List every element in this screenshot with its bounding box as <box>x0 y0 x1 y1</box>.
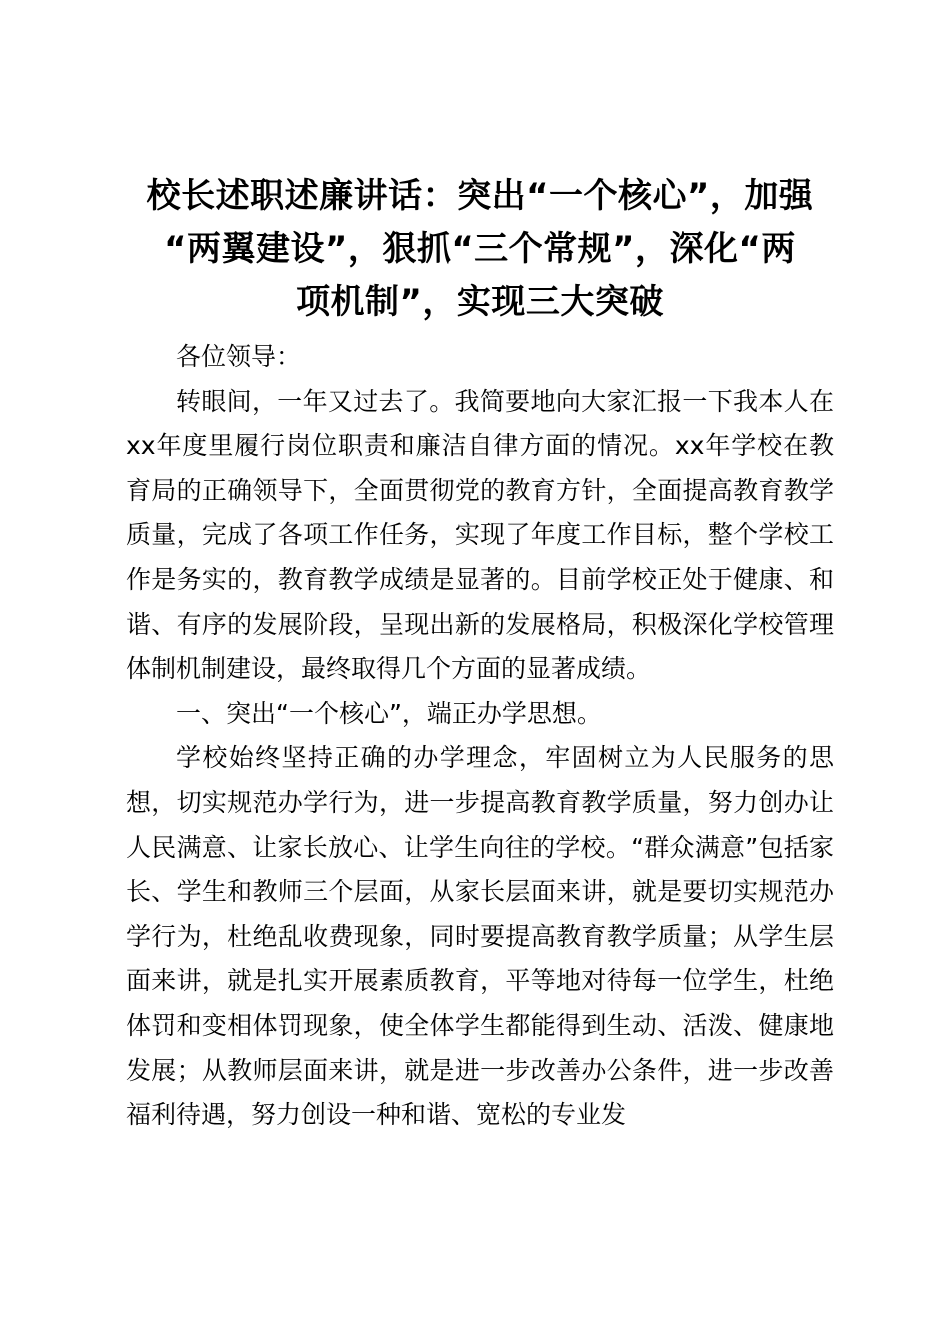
greeting: 各位领导： <box>176 342 302 371</box>
section-heading-1: 一、突出“一个核心”，端正办学思想。 <box>176 698 602 728</box>
paragraph-section-1: 学校始终坚持正确的办学理念，牢固树立为人民服务的思想，切实规范办学行为，进一步提高教育教学质量，努力创办让人民满意、让家长放心、让学生向往的学校。“群众满意”包括家长、学生和教师三个层面，从家长层面来讲，就是要切实规范办学行为，杜绝乱收费现象，同时要提高教育教学质量；从学生层面来讲，就是扎实开展素质教育，平等地对待每一位学生，杜绝体罚和变相体罚现象，使全体学生都能得到生动、活泼、健康地发展；从教师层面来讲，就是进一步改善办公条件，进一步改善福利待遇，努力创设一种和谐、宽松的专业发 <box>126 743 834 1130</box>
document-body <box>126 170 834 1138</box>
title-line-1: 校长述职述廉讲话：突出“一个核心”，加强 <box>146 176 814 216</box>
title-line-3: 项机制”，实现三大突破 <box>296 282 664 322</box>
document-title <box>126 170 834 329</box>
paragraph-intro: 转眼间，一年又过去了。我简要地向大家汇报一下我本人在xx年度里履行岗位职责和廉洁自律方面的情况。xx年学校在教育局的正确领导下，全面贯彻党的教育方针，全面提高教育教学质量，完成了各项工作任务，实现了年度工作目标，整个学校工作是务实的，教育教学成绩是显著的。目前学校正处于健康、和谐、有序的发展阶段，呈现出新的发展格局，积极深化学校管理体制机制建设，最终取得几个方面的显著成绩。 <box>126 386 834 684</box>
title-line-2: “两翼建设”，狠抓“三个常规”，深化“两 <box>164 229 796 269</box>
